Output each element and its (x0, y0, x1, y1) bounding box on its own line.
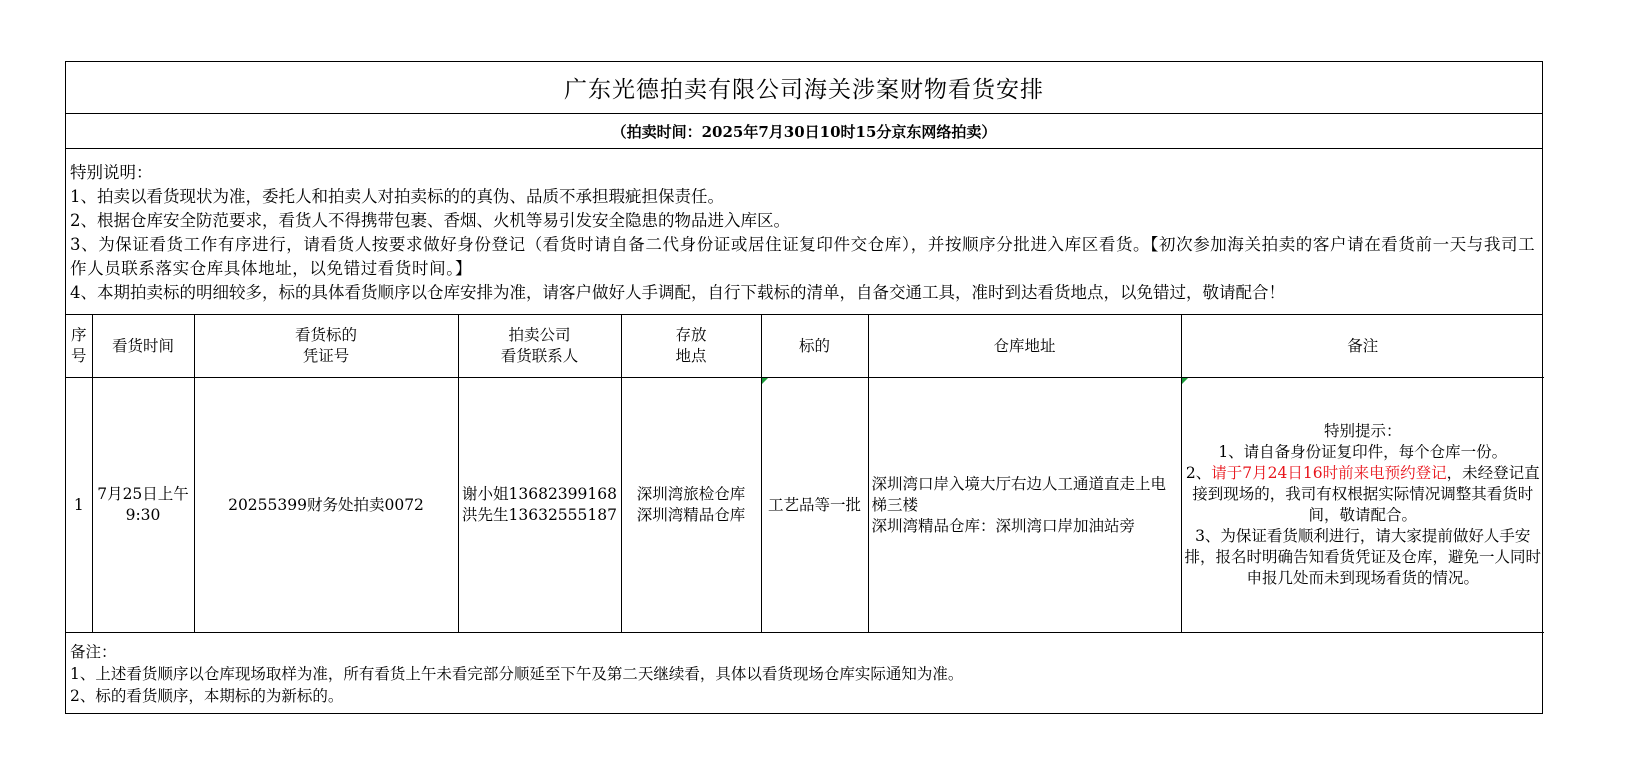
header-voucher: 看货标的 凭证号 (194, 315, 458, 378)
table-header-row (66, 315, 1544, 378)
sheet-title: 广东光德拍卖有限公司海关涉案财物看货安排 (66, 62, 1542, 114)
cell-contact (458, 378, 621, 633)
remark-line-2: 2、请于7月24日16时前来电预约登记，未经登记直接到现场的，我司有权根据实际情况调整其看货时间，敬请配合。 (1185, 464, 1540, 524)
special-notes (66, 149, 1542, 315)
special-note-item: 1、拍卖以看货现状为准，委托人和拍卖人对拍卖标的的真伪、品质不承担瑕疵担保责任。 (70, 187, 724, 206)
remark-deadline-highlight: 请于7月24日16时前来电预约登记 (1211, 464, 1447, 482)
header-seq: 序号 (66, 315, 92, 378)
table-row (66, 378, 1544, 633)
special-note-item: 3、为保证看货工作有序进行，请看货人按要求做好身份登记（看货时请自备二代身份证或居住证复印件交仓库），并按顺序分批进入库区看货。【初次参加海关拍卖的客户请在看货前一天与我司工作人员联系落实仓库具体地址，以免错过看货时间。】 (70, 235, 1536, 278)
contact-2: 洪先生13632555187 (462, 506, 617, 524)
header-item: 标的 (761, 315, 868, 378)
address-2: 深圳湾精品仓库：深圳湾口岸加油站旁 (871, 516, 1136, 535)
location-2: 深圳湾精品仓库 (636, 506, 746, 524)
cell-comment-marker (762, 378, 768, 384)
cell-remark (1181, 378, 1544, 633)
remark-heading: 特别提示： (1323, 422, 1402, 440)
special-notes-heading: 特别说明： (70, 163, 153, 182)
special-note-item: 4、本期拍卖标的明细较多，标的具体看货顺序以仓库安排为准，请客户做好人手调配，自行下载标的清单，自备交通工具，准时到达看货地点，以免错过，敬请配合！ (70, 283, 1285, 302)
cell-view-time: 7月25日上午9:30 (92, 378, 194, 633)
footer-heading: 备注： (70, 643, 117, 661)
cell-comment-marker (1182, 378, 1188, 384)
cell-address (868, 378, 1181, 633)
footer-note-item: 2、标的看货顺序，本期标的为新标的。 (70, 687, 344, 705)
header-view-time: 看货时间 (92, 315, 194, 378)
cell-item: 工艺品等一批 (761, 378, 868, 633)
footer-note-item: 1、上述看货顺序以仓库现场取样为准，所有看货上午未看完部分顺延至下午及第二天继续看，具体以看货现场仓库实际通知为准。 (70, 665, 964, 683)
footer-notes (66, 633, 1542, 713)
location-1: 深圳湾旅检仓库 (636, 485, 746, 503)
arrangement-sheet (65, 61, 1543, 714)
remark-line-3: 3、为保证看货顺利进行，请大家提前做好人手安排，报名时明确告知看货凭证及仓库，避免一人同时申报几处而未到现场看货的情况。 (1184, 527, 1542, 587)
contact-1: 谢小姐13682399168 (462, 485, 617, 503)
address-1: 深圳湾口岸入境大厅右边人工通道直走上电梯三楼 (871, 474, 1167, 514)
special-note-item: 2、根据仓库安全防范要求，看货人不得携带包裹、香烟、火机等易引发安全隐患的物品进入库区。 (70, 211, 790, 230)
header-contact: 拍卖公司 看货联系人 (458, 315, 621, 378)
cell-seq: 1 (66, 378, 92, 633)
cell-voucher: 20255399财务处拍卖0072 (194, 378, 458, 633)
header-location: 存放 地点 (621, 315, 761, 378)
remark-line-1: 1、请自备身份证复印件，每个仓库一份。 (1218, 443, 1508, 461)
cell-location (621, 378, 761, 633)
header-remark: 备注 (1181, 315, 1544, 378)
viewing-schedule-table (66, 315, 1544, 633)
header-address: 仓库地址 (868, 315, 1181, 378)
auction-time-subtitle: （拍卖时间：2025年7月30日10时15分京东网络拍卖） (66, 114, 1542, 149)
